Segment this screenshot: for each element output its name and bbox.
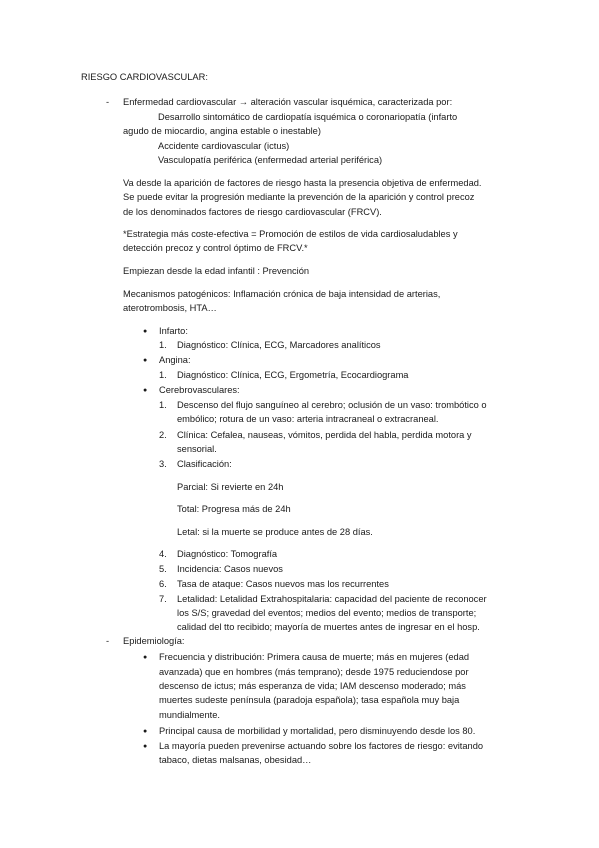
list-item: sensorial. (177, 444, 217, 454)
section-heading: Epidemiología: (123, 636, 185, 646)
list-item: calidad del tto recibido; mayoría de muertes antes de ingresar en el hosp. (177, 622, 480, 632)
list-number: 1. (159, 400, 167, 410)
page-title: RIESGO CARDIOVASCULAR: (81, 72, 208, 82)
paragraph-line: detección precoz y control óptimo de FRCV.* (123, 243, 308, 253)
bullet-marker: ● (143, 387, 148, 394)
intro-line: Enfermedad cardiovascular → alteración vascular isquémica, caracterizada por: (123, 97, 453, 107)
classification-item: Parcial: Si revierte en 24h (177, 482, 284, 492)
list-number: 5. (159, 564, 167, 574)
list-item: Incidencia: Casos nuevos (177, 564, 283, 574)
intro-line: Accidente cardiovascular (ictus) (158, 141, 290, 151)
bullet-marker: ● (143, 728, 148, 735)
list-item: Principal causa de morbilidad y mortalidad, pero disminuyendo desde los 80. (159, 726, 476, 736)
list-item: tabaco, dietas malsanas, obesidad… (159, 755, 312, 765)
bullet-marker: ● (143, 357, 148, 364)
paragraph-line: de los denominados factores de riesgo cardiovascular (FRCV). (123, 207, 382, 217)
list-item: Cerebrovasculares: (159, 385, 240, 395)
list-item: Diagnóstico: Tomografía (177, 549, 278, 559)
classification-item: Total: Progresa más de 24h (177, 504, 291, 514)
paragraph-line: Mecanismos patogénicos: Inflamación crónica de baja intensidad de arterias, (123, 289, 441, 299)
list-item: Frecuencia y distribución: Primera causa de muerte; más en mujeres (edad (159, 652, 470, 662)
list-item: Diagnóstico: Clínica, ECG, Marcadores analíticos (177, 340, 381, 350)
list-number: 7. (159, 594, 167, 604)
bullet-marker: ● (143, 328, 148, 335)
list-item: los S/S; gravedad del eventos; medios del evento; medios de transporte; (177, 608, 477, 618)
dash-marker: - (106, 636, 110, 646)
list-item: descenso de ictus; más esperanza de vida; IAM descenso moderado; más (159, 681, 466, 691)
intro-line: Desarrollo sintomático de cardiopatía isquémica o coronariopatía (infarto (158, 112, 458, 122)
list-item: La mayoría pueden prevenirse actuando sobre los factores de riesgo: evitando (159, 741, 484, 751)
list-number: 3. (159, 459, 167, 469)
list-item: Angina: (159, 355, 191, 365)
paragraph-line: Se puede evitar la progresión mediante la prevención de la aparición y control precoz (123, 192, 475, 202)
intro-line: Vasculopatía periférica (enfermedad arterial periférica) (158, 155, 383, 165)
list-item: Letalidad: Letalidad Extrahospitalaria: capacidad del paciente de reconocer (177, 594, 487, 604)
list-number: 1. (159, 370, 167, 380)
list-number: 4. (159, 549, 167, 559)
list-item: Descenso del flujo sanguíneo al cerebro; oclusión de un vaso: trombótico o (177, 400, 487, 410)
list-number: 6. (159, 579, 167, 589)
list-item: mundialmente. (159, 710, 220, 720)
paragraph-line: Va desde la aparición de factores de riesgo hasta la presencia objetiva de enfermedad. (123, 178, 482, 188)
list-item: embólico; rotura de un vaso: arteria intracraneal o extracraneal. (177, 414, 439, 424)
list-item: Diagnóstico: Clínica, ECG, Ergometría, Ecocardiograma (177, 370, 409, 380)
list-item: muertes sudeste península (paradoja española); tasa española muy baja (159, 695, 460, 705)
bullet-marker: ● (143, 654, 148, 661)
list-item: Infarto: (159, 326, 188, 336)
classification-item: Letal: si la muerte se produce antes de 28 días. (177, 527, 373, 537)
paragraph-line: *Estrategia más coste-efectiva = Promoción de estilos de vida cardiosaludables y (123, 229, 458, 239)
list-item: Clasificación: (177, 459, 232, 469)
list-item: Clínica: Cefalea, nauseas, vómitos, perdida del habla, perdida motora y (177, 430, 472, 440)
intro-line: agudo de miocardio, angina estable o inestable) (123, 126, 321, 136)
list-number: 2. (159, 430, 167, 440)
list-item: Tasa de ataque: Casos nuevos mas los recurrentes (177, 579, 389, 589)
list-item: avanzada) que en hombres (más temprano); desde 1975 reduciendose por (159, 667, 469, 677)
paragraph-line: Empiezan desde la edad infantil : Prevención (123, 266, 310, 276)
paragraph-line: aterotrombosis, HTA… (123, 303, 217, 313)
dash-marker: - (106, 97, 110, 107)
bullet-marker: ● (143, 743, 148, 750)
list-number: 1. (159, 340, 167, 350)
